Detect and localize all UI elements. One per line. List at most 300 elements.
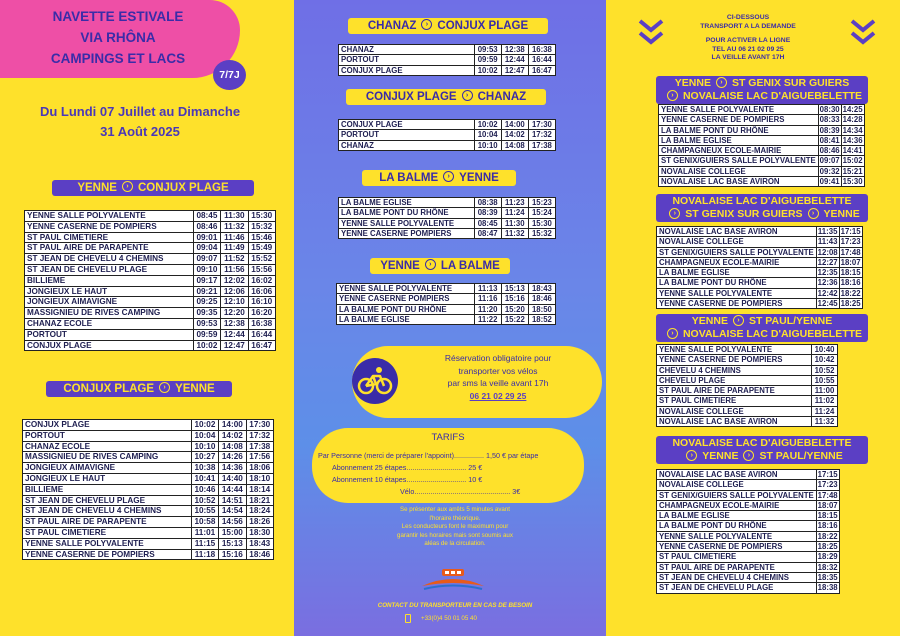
departure-time: 11:35 [817,227,838,236]
table-row [657,480,840,490]
departure-time: 09:59 [474,55,501,65]
table-row [659,125,865,135]
departure-time: 11:32 [812,417,838,427]
departure-time: 10:58 [191,517,218,528]
table-row [337,314,556,324]
departure-time: 10:02 [191,420,218,431]
arrow-right-icon: › [462,90,473,101]
departure-time: 17:48 [817,490,838,500]
stop-name: LA BALME PONT DU RHÔNE [657,521,817,531]
stop-name: CHEVELU 4 CHEMINS [657,365,812,375]
arrow-right-icon: › [669,208,680,219]
table-row [23,549,274,560]
departure-time: 09:41 [819,177,840,187]
departure-time: 09:21 [193,286,220,297]
departure-time: 10:10 [474,140,501,150]
departure-time: 09:35 [193,308,220,319]
table-row [23,527,274,538]
stop-name: ST JEAN DE CHEVELU PLAGE [25,264,194,275]
departure-time: 11:23 [501,198,528,208]
route-to: CONJUX PLAGE [137,182,229,194]
table-row [339,55,556,65]
departure-time: 18:07 [817,500,838,510]
departure-time: 09:01 [193,232,220,243]
tarif-price: 10 € [468,475,483,484]
route-to: NOVALAISE LAC D'AIGUEBELETTE [682,328,863,340]
stop-name: YENNE SALLE POLYVALENTE [657,345,812,355]
table-row [657,375,838,385]
table-row [657,583,840,593]
departure-time: 14:08 [219,441,246,452]
departure-time: 18:16 [840,278,861,288]
notice-line-2: TRANSPORT A LA DEMANDE [700,22,796,30]
table-row [659,135,865,145]
stop-name: BILLIEME [23,484,192,495]
route-from: CONJUX PLAGE [63,383,155,395]
departure-time: 18:16 [817,521,838,531]
table-row [339,208,556,218]
stop-name: NOVALAISE COLLEGE [657,237,817,247]
departure-time: 18:38 [817,583,838,593]
stop-name: NOVALAISE COLLEGE [657,480,817,490]
table-row [657,268,863,278]
stop-name: CONJUX PLAGE [25,340,194,351]
table-row [25,243,276,254]
table-row [23,452,274,463]
departure-time: 12:45 [817,299,838,309]
departure-time: 11:52 [221,254,248,265]
table-row [25,211,276,222]
departure-time: 10:04 [191,430,218,441]
table-row [657,406,838,416]
stop-name: NOVALAISE COLLEGE [657,406,812,416]
tarif-price: 1,50 € par étape [485,451,539,460]
chevron-down-icon [850,18,876,48]
departure-time: 09:53 [193,318,220,329]
page-title [18,6,218,69]
stop-name: ST PAUL CIMETIERE [23,527,192,538]
departure-time: 18:22 [840,288,861,298]
departure-time: 09:07 [819,156,840,166]
table-row [337,284,556,294]
table-row [23,484,274,495]
stop-name: LA BALME EGLISE [339,198,475,208]
departure-time: 14:00 [501,120,528,130]
stop-name: ST JEAN DE CHEVELU PLAGE [23,495,192,506]
stop-name: ST PAUL AIRE DE PARAPENTE [657,562,817,572]
stop-name: LA BALME EGLISE [657,511,817,521]
table-row [25,254,276,265]
departure-time: 12:44 [221,329,248,340]
stop-name: PORTOUT [339,55,475,65]
table-row [339,140,556,150]
date-range [20,102,260,142]
departure-time: 14:41 [842,146,863,156]
departure-time: 18:35 [817,572,838,582]
departure-time: 12:36 [817,278,838,288]
departure-time: 12:06 [221,286,248,297]
departure-time: 11:30 [221,211,248,222]
departure-time: 08:41 [819,135,840,145]
departure-time: 12:47 [501,65,528,75]
departure-time: 10:52 [191,495,218,506]
departure-time: 12:02 [221,275,248,286]
route-from: CHANAZ [367,20,417,32]
departure-time: 15:32 [528,228,555,238]
date-line-1: Du Lundi 07 Juillet au Dimanche [39,104,241,119]
stop-name: CHANAZ ECOLE [25,318,194,329]
stop-name: CHAMPAGNEUX ECOLE-MAIRIE [657,257,817,267]
departure-time: 12:20 [221,308,248,319]
table-row [337,294,556,304]
tarif-price: 3€ [512,487,521,496]
route-to: LA BALME [440,260,500,272]
departure-time: 10:02 [474,120,501,130]
departure-time: 09:04 [193,243,220,254]
route-from: NOVALAISE LAC D'AIGUEBELETTE [672,437,852,449]
route-to: YENNE [175,383,215,395]
route-header-novalaise-yenne-stpaul [656,436,868,464]
departure-time: 11:43 [817,237,838,247]
departure-time: 17:32 [528,130,555,140]
departure-time: 08:38 [474,198,501,208]
route-header-conjux-yenne [46,381,232,397]
table-row [23,430,274,441]
stop-name: YENNE SALLE POLYVALENTE [23,538,192,549]
stop-name: PORTOUT [23,430,192,441]
table-row [25,308,276,319]
departure-time: 15:22 [501,314,528,324]
table-row [23,538,274,549]
stop-name: CHANAZ [339,45,475,55]
title-line-2: VIA RHÔNA [80,30,156,45]
table-row [659,105,865,115]
departure-time: 15:21 [842,166,863,176]
arrow-right-icon: › [425,259,436,270]
tarif-label: Abonnement 25 étapes.............................. [332,463,467,472]
bike-line-2: transporter vos vélos [458,365,538,376]
departure-time: 14:25 [842,105,863,114]
departure-time: 14:02 [219,430,246,441]
route-to: ST GENIX SUR GUIERS [731,77,850,89]
route-header-yenne-stpaul-novalaise [656,314,868,342]
arrow-right-icon: › [443,171,454,182]
departure-time: 16:47 [248,340,275,351]
departure-time: 12:38 [501,45,528,55]
route-to: YENNE [823,208,860,220]
table-row [657,562,840,572]
arrow-right-icon: › [716,77,727,88]
departure-time: 18:46 [528,294,555,304]
schedule-novalaise-stgenix-yenne [656,226,863,309]
departure-time: 14:44 [219,484,246,495]
departure-time: 10:55 [191,506,218,517]
departure-time: 08:46 [819,146,840,156]
stop-name: YENNE CASERNE DE POMPIERS [25,221,194,232]
table-row [25,340,276,351]
departure-time: 15:30 [528,218,555,228]
departure-time: 11:32 [221,221,248,232]
departure-time: 16:38 [528,45,555,55]
table-row [339,45,556,55]
stop-name: NOVALAISE LAC BASE AVIRON [657,227,817,237]
departure-time: 12:08 [817,247,838,257]
title-line-3: CAMPINGS ET LACS [50,51,186,66]
stop-name: YENNE CASERNE POMPIERS [337,294,475,304]
stop-name: ST GENIX/GUIERS SALLE POLYVALENTE [659,156,819,166]
route-header-labalme-yenne [362,170,516,186]
departure-time: 10:40 [812,345,838,355]
table-row [23,495,274,506]
stop-name: YENNE CASERNE DE POMPIERS [659,115,819,125]
stop-name: YENNE SALLE POLYVALENTE [25,211,194,222]
stop-name: LA BALME PONT DU RHÔNE [657,278,817,288]
table-row [339,130,556,140]
arrow-right-icon: › [733,315,744,326]
notice-line-5: LA VEILLE AVANT 17H [711,54,785,62]
stop-name: YENNE CASERNE DE POMPIERS [657,355,812,365]
departure-time: 15:23 [528,198,555,208]
route-header-yenne-labalme [370,258,510,274]
notice-line-1: CI-DESSOUS [726,14,770,21]
departure-time: 18:22 [817,531,838,541]
route-to: YENNE [459,172,499,184]
departure-time: 15:20 [501,304,528,314]
stop-name: ST PAUL CIMETIERE [25,232,194,243]
stop-name: YENNE SALLE POLYVALENTE [337,284,475,294]
route-header-novalaise-stgenix-yenne [656,194,868,222]
departure-time: 12:35 [817,268,838,278]
departure-time: 09:53 [474,45,501,55]
departure-time: 11:02 [812,396,838,406]
departure-time: 17:15 [840,227,861,236]
chevron-down-icon [638,18,664,48]
route-header-yenne-stgenix-novalaise [656,76,868,104]
table-row [337,304,556,314]
route-via: ST GENIX SUR GUIERS [685,208,803,220]
days-badge: 7/7J [213,60,246,90]
table-row [25,318,276,329]
departure-time: 15:56 [248,264,275,275]
departure-time: 15:13 [219,538,246,549]
table-row [25,264,276,275]
arrow-right-icon: › [159,382,170,393]
table-row [657,572,840,582]
stop-name: ST JEAN DE CHEVELU 4 CHEMINS [23,506,192,517]
departure-time: 14:26 [219,452,246,463]
departure-time: 15:02 [842,156,863,166]
stop-name: ST PAUL CIMETIERE [657,396,812,406]
departure-time: 11:20 [474,304,501,314]
route-from: YENNE [674,77,711,89]
tarif-price: 25 € [468,463,483,472]
departure-time: 18:30 [246,527,273,538]
departure-time: 18:50 [528,304,555,314]
note-line-5: aléas de la circulation. [424,540,486,547]
contact-phone-row [405,614,515,623]
table-row [23,420,274,431]
departure-time: 18:06 [246,463,273,474]
departure-time: 16:38 [248,318,275,329]
table-row [657,386,838,396]
stop-name: JONGIEUX LE HAUT [23,473,192,484]
table-row [23,517,274,528]
departure-time: 17:15 [817,470,838,479]
stop-name: NOVALAISE COLLEGE [659,166,819,176]
departure-time: 14:02 [501,130,528,140]
table-row [657,278,863,288]
departure-time: 14:40 [219,473,246,484]
departure-time: 17:56 [246,452,273,463]
departure-time: 15:30 [248,211,275,222]
table-row [657,299,863,309]
stop-name: NOVALAISE LAC BASE AVIRON [659,177,819,187]
bike-reservation-text [400,352,596,402]
stop-name: JONGIEUX AIMAVIGNE [23,463,192,474]
departure-time: 16:10 [248,297,275,308]
stop-name: PORTOUT [339,130,475,140]
departure-time: 08:47 [474,228,501,238]
departure-time: 10:42 [812,355,838,365]
departure-time: 10:55 [812,375,838,385]
departure-time: 11:22 [474,314,501,324]
arrow-right-icon: › [743,450,754,461]
departure-time: 10:02 [193,340,220,351]
departure-time: 18:14 [246,484,273,495]
departure-time: 14:54 [219,506,246,517]
departure-time: 14:56 [219,517,246,528]
departure-time: 14:36 [219,463,246,474]
stop-name: CHANAZ ECOLE [23,441,192,452]
table-row [657,552,840,562]
stop-name: ST PAUL AIRE DE PARAPENTE [23,517,192,528]
departure-time: 15:16 [219,549,246,560]
departure-time: 09:07 [193,254,220,265]
table-row [657,396,838,406]
schedule-yenne-conjux [24,210,276,351]
route-header-conjux-chanaz [346,89,546,105]
departure-time: 18:10 [246,473,273,484]
stop-name: YENNE SALLE POLYVALENTE [657,288,817,298]
route-to: ST PAUL/YENNE [759,450,843,462]
departure-time: 11:13 [474,284,501,294]
stop-name: YENNE SALLE POLYVALENTE [659,105,819,115]
departure-time: 11:15 [191,538,218,549]
notice-line-3: POUR ACTIVER LA LIGNE [705,37,791,45]
table-row [657,531,840,541]
route-to: CONJUX PLAGE [437,20,529,32]
departure-time: 08:45 [193,211,220,222]
stop-name: LA BALME EGLISE [337,314,475,324]
departure-time: 08:45 [474,218,501,228]
departure-time: 18:43 [528,284,555,294]
route-from: YENNE [691,315,728,327]
table-row [659,146,865,156]
stop-name: ST GENIX/GUIERS SALLE POLYVALENTE [657,490,817,500]
table-row [339,218,556,228]
stop-name: YENNE CASERNE DE POMPIERS [657,299,817,309]
bike-phone-link[interactable]: 06 21 02 29 25 [469,390,527,401]
departure-time: 18:15 [840,268,861,278]
departure-time: 12:44 [501,55,528,65]
departure-time: 11:32 [501,228,528,238]
departure-time: 10:41 [191,473,218,484]
departure-time: 18:43 [246,538,273,549]
table-row [657,247,863,257]
table-row [657,470,840,480]
table-row [23,506,274,517]
route-header-chanaz-conjux [348,18,548,34]
departure-time: 12:38 [221,318,248,329]
route-from: NOVALAISE LAC D'AIGUEBELETTE [672,195,852,207]
departure-time: 17:23 [817,480,838,490]
departure-time: 10:46 [191,484,218,495]
departure-time: 11:00 [812,386,838,396]
table-row [339,65,556,75]
departure-time: 08:30 [819,105,840,114]
route-to: CHANAZ [477,91,527,103]
stop-name: ST JEAN DE CHEVELU PLAGE [657,583,817,593]
schedule-yenne-stpaul-novalaise [656,344,838,427]
stop-name: CONJUX PLAGE [339,65,475,75]
table-row [657,227,863,237]
tarif-label: Abonnement 10 étapes.............................. [332,475,467,484]
stop-name: MASSIGNIEU DE RIVES CAMPING [23,452,192,463]
departure-time: 16:02 [248,275,275,286]
arrow-right-icon: › [667,90,678,101]
schedule-novalaise-yenne-stpaul [656,469,840,594]
departure-time: 15:46 [248,232,275,243]
stop-name: YENNE SALLE POLYVALENTE [339,218,475,228]
stop-name: MASSIGNIEU DE RIVES CAMPING [25,308,194,319]
stop-name: LA BALME EGLISE [657,268,817,278]
departure-time: 09:32 [819,166,840,176]
departure-time: 10:38 [191,463,218,474]
departure-time: 17:38 [528,140,555,150]
table-row [657,521,840,531]
stop-name: YENNE CASERNE DE POMPIERS [23,549,192,560]
stop-name: CHAMPAGNEUX ECOLE-MAIRIE [659,146,819,156]
departure-time: 10:10 [191,441,218,452]
departure-time: 18:46 [246,549,273,560]
table-row [339,198,556,208]
table-row [23,441,274,452]
table-row [23,473,274,484]
table-row [659,115,865,125]
stop-name: NOVALAISE LAC BASE AVIRON [657,470,817,480]
schedule-note [370,506,540,549]
departure-time: 15:24 [528,208,555,218]
tarif-row-bike [400,487,520,496]
table-row [25,275,276,286]
departure-time: 17:23 [840,237,861,247]
route-from: LA BALME [379,172,439,184]
stop-name: YENNE SALLE POLYVALENTE [657,531,817,541]
contact-phone[interactable]: +33(0)4 50 01 05 40 [421,615,477,623]
route-from: YENNE [77,182,117,194]
departure-time: 14:34 [842,125,863,135]
departure-time: 18:32 [817,562,838,572]
departure-time: 11:24 [812,406,838,416]
departure-time: 18:21 [246,495,273,506]
schedule-conjux-yenne [22,419,274,560]
departure-time: 11:01 [191,527,218,538]
departure-time: 14:28 [842,115,863,125]
stop-name: BILLIEME [25,275,194,286]
tarif-label: Vélo................................................ [400,487,511,496]
stop-name: ST JEAN DE CHEVELU 4 CHEMINS [25,254,194,265]
stop-name: LA BALME PONT DU RHÔNE [339,208,475,218]
